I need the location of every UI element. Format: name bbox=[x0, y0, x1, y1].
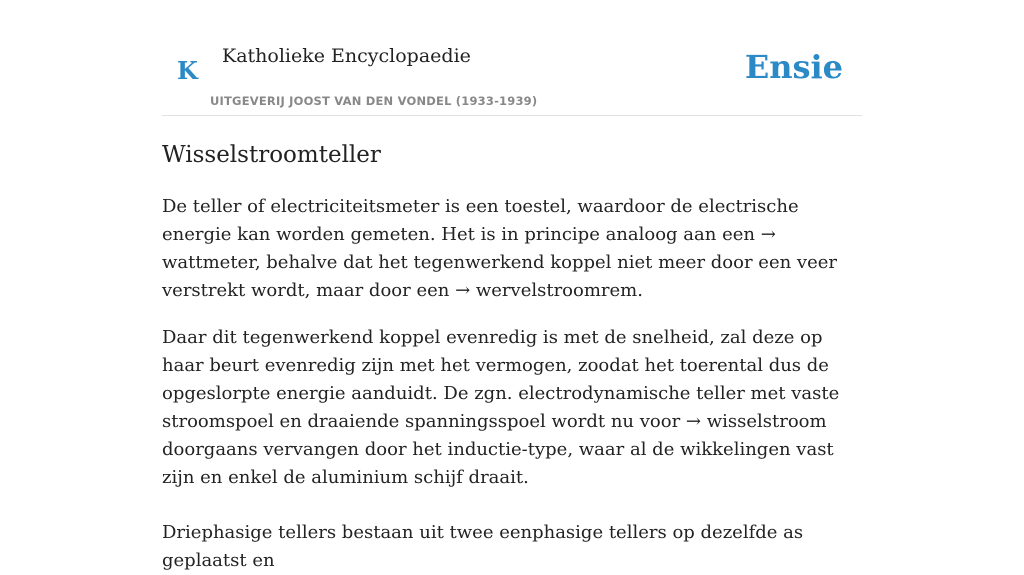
paragraph-text: Daar dit tegenwerkend koppel evenredig is met de snelheid, zal deze op haar beurt evenredig zijn met het vermogen, zoodat het toerental dus de opgeslorpte energie aanduidt. De zgn. electrodynamische teller met vaste stroomspoel en draaiende spanningsspoel wordt nu voor bbox=[162, 327, 840, 432]
article-paragraph-1 bbox=[162, 193, 862, 305]
paragraph-text: Driephasige tellers bestaan uit twee eenphasige tellers op dezelfde as geplaatst en bbox=[162, 522, 804, 571]
paragraph-text: , behalve dat het tegenwerkend koppel niet meer door een veer verstrekt wordt, maar door een bbox=[162, 252, 838, 301]
wervelstroomrem-link[interactable]: → wervelstroomrem bbox=[455, 280, 638, 301]
paragraph-text: . bbox=[637, 280, 643, 301]
ensie-brand-logo[interactable]: Ensie bbox=[744, 48, 843, 86]
paragraph-text: doorgaans vervangen door het inductie-type, waar al de wikkelingen vast zijn en enkel de aluminium schijf draait. bbox=[162, 439, 834, 488]
page bbox=[162, 0, 862, 575]
encyclopedia-logo[interactable]: K bbox=[177, 56, 198, 85]
wattmeter-link[interactable]: → wattmeter bbox=[162, 224, 776, 273]
encyclopedia-title[interactable]: Katholieke Encyclopaedie bbox=[222, 45, 471, 67]
site-header bbox=[162, 0, 862, 116]
paragraph-text: De teller of electriciteitsmeter is een toestel, waardoor de electrische energie kan worden gemeten. Het is in principe analoog aan een bbox=[162, 196, 799, 245]
article-paragraph-2 bbox=[162, 324, 862, 492]
publisher-subtitle: UITGEVERIJ JOOST VAN DEN VONDEL (1933-1939) bbox=[210, 94, 538, 108]
article-title: Wisselstroomteller bbox=[162, 142, 381, 168]
wisselstroom-link[interactable]: → wisselstroom bbox=[685, 411, 827, 432]
article-paragraph-3 bbox=[162, 519, 862, 575]
